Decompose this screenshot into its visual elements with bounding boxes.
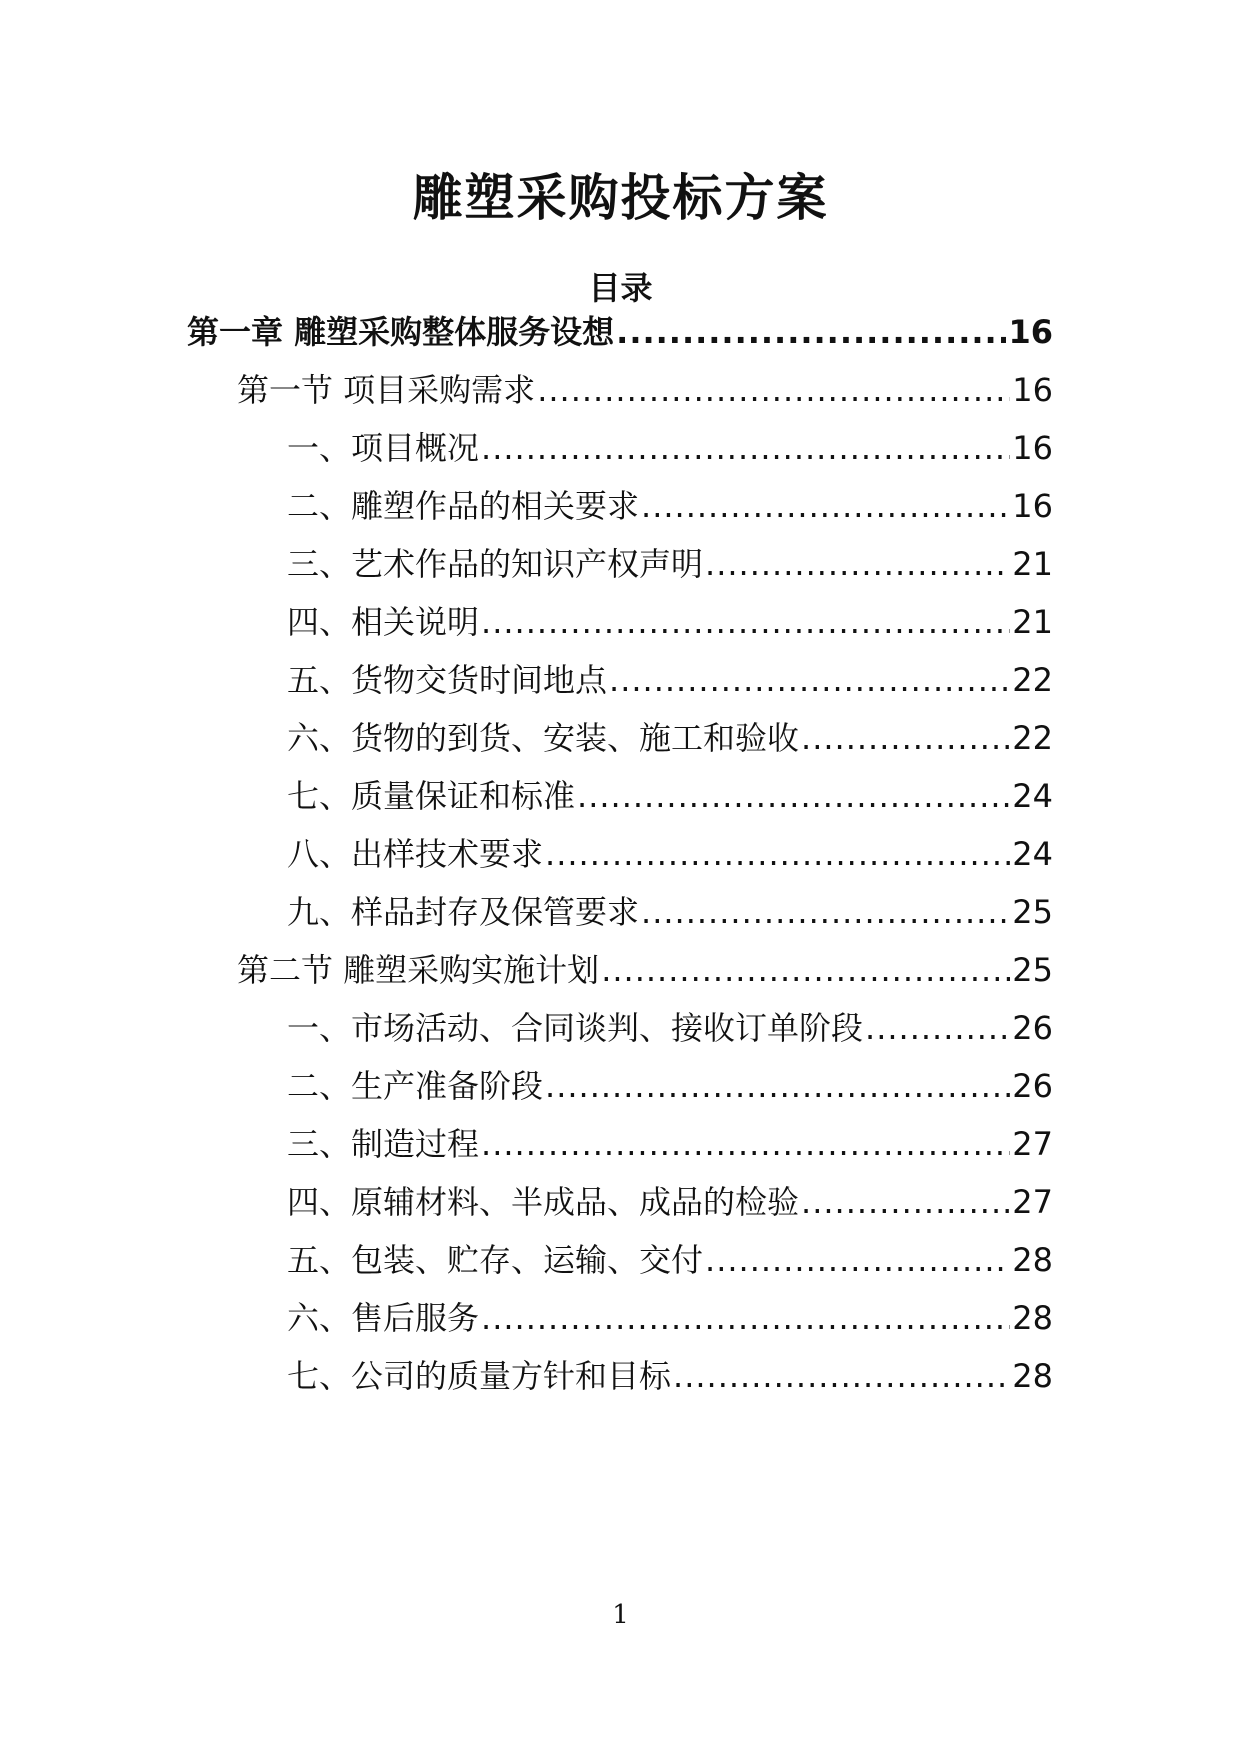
toc-entry-label: 一、项目概况: [287, 429, 480, 467]
toc-entry[interactable]: [287, 1062, 1053, 1110]
toc-entry[interactable]: [287, 1236, 1053, 1284]
toc-entry-page: 26: [1012, 1067, 1053, 1105]
toc-entry-page: 16: [1008, 313, 1053, 351]
toc-dot-leader: [673, 1352, 1010, 1400]
toc-entry-label: 九、样品封存及保管要求: [287, 893, 640, 931]
toc-entry-label: 二、生产准备阶段: [287, 1067, 544, 1105]
toc-entry-page: 21: [1012, 545, 1053, 583]
toc-entry-page: 22: [1012, 719, 1053, 757]
toc-entry[interactable]: [287, 888, 1053, 936]
toc-entry-label: 六、货物的到货、安装、施工和验收: [287, 719, 800, 757]
toc-dot-leader: [705, 1236, 1010, 1284]
toc-entry-page: 28: [1012, 1357, 1053, 1395]
toc-entry[interactable]: [287, 1294, 1053, 1342]
toc-entry-page: 28: [1012, 1241, 1053, 1279]
toc-entry[interactable]: [187, 308, 1053, 356]
toc-entry-page: 27: [1012, 1125, 1053, 1163]
toc-heading: 目录: [588, 269, 653, 307]
toc-entry-page: 24: [1012, 777, 1053, 815]
toc-entry-page: 25: [1012, 951, 1053, 989]
toc-entry[interactable]: [237, 366, 1053, 414]
toc-entry-label: 一、市场活动、合同谈判、接收订单阶段: [287, 1009, 864, 1047]
toc-entry-page: 25: [1012, 893, 1053, 931]
toc-dot-leader: [537, 366, 1010, 414]
toc-entry-page: 21: [1012, 603, 1053, 641]
toc-dot-leader: [545, 830, 1010, 878]
toc-dot-leader: [865, 1004, 1010, 1052]
toc-entry-page: 26: [1012, 1009, 1053, 1047]
toc-entry-label: 七、公司的质量方针和目标: [287, 1357, 672, 1395]
toc-entry[interactable]: [287, 1004, 1053, 1052]
toc-entry-label: 五、包装、贮存、运输、交付: [287, 1241, 704, 1279]
page-number: 1: [612, 1600, 629, 1630]
toc-entry-label: 四、原辅材料、半成品、成品的检验: [287, 1183, 800, 1221]
toc-dot-leader: [545, 1062, 1010, 1110]
toc-dot-leader: [801, 714, 1010, 762]
toc-entry-label: 三、制造过程: [287, 1125, 480, 1163]
toc-entry[interactable]: [287, 1352, 1053, 1400]
toc-dot-leader: [601, 946, 1010, 994]
toc-entry-label: 第一节 项目采购需求: [237, 371, 536, 409]
toc-entry-label: 三、艺术作品的知识产权声明: [287, 545, 704, 583]
toc-entry[interactable]: [287, 1120, 1053, 1168]
toc-dot-leader: [641, 482, 1010, 530]
toc-entry-page: 28: [1012, 1299, 1053, 1337]
toc-dot-leader: [481, 598, 1010, 646]
toc-entry-label: 六、售后服务: [287, 1299, 480, 1337]
toc-entry[interactable]: [287, 714, 1053, 762]
toc-entry-label: 八、出样技术要求: [287, 835, 544, 873]
toc-entry-page: 24: [1012, 835, 1053, 873]
toc-dot-leader: [481, 1294, 1010, 1342]
toc-dot-leader: [641, 888, 1010, 936]
toc-dot-leader: [481, 1120, 1010, 1168]
toc-entry-label: 四、相关说明: [287, 603, 480, 641]
toc-entry[interactable]: [237, 946, 1053, 994]
toc-entry-page: 22: [1012, 661, 1053, 699]
toc-entry[interactable]: [287, 424, 1053, 472]
toc-dot-leader: [577, 772, 1010, 820]
toc-entry[interactable]: [287, 656, 1053, 704]
toc-entry[interactable]: [287, 772, 1053, 820]
toc-entry-label: 二、雕塑作品的相关要求: [287, 487, 640, 525]
toc-entry-page: 16: [1012, 371, 1053, 409]
toc-entry-page: 16: [1012, 429, 1053, 467]
toc-dot-leader: [801, 1178, 1010, 1226]
toc-entry[interactable]: [287, 540, 1053, 588]
toc-entry-label: 七、质量保证和标准: [287, 777, 576, 815]
toc-entry-page: 16: [1012, 487, 1053, 525]
toc-entry-page: 27: [1012, 1183, 1053, 1221]
toc-entry[interactable]: [287, 830, 1053, 878]
toc-entry-label: 第一章 雕塑采购整体服务设想: [187, 313, 615, 351]
toc-dot-leader: [481, 424, 1010, 472]
toc-entry[interactable]: [287, 1178, 1053, 1226]
toc-dot-leader: [609, 656, 1010, 704]
toc-entry[interactable]: [287, 598, 1053, 646]
toc-entry[interactable]: [287, 482, 1053, 530]
toc-dot-leader: [616, 308, 1006, 356]
document-title: 雕塑采购投标方案: [412, 169, 829, 227]
toc-entry-label: 第二节 雕塑采购实施计划: [237, 951, 600, 989]
toc-entry-label: 五、货物交货时间地点: [287, 661, 608, 699]
toc-dot-leader: [705, 540, 1010, 588]
